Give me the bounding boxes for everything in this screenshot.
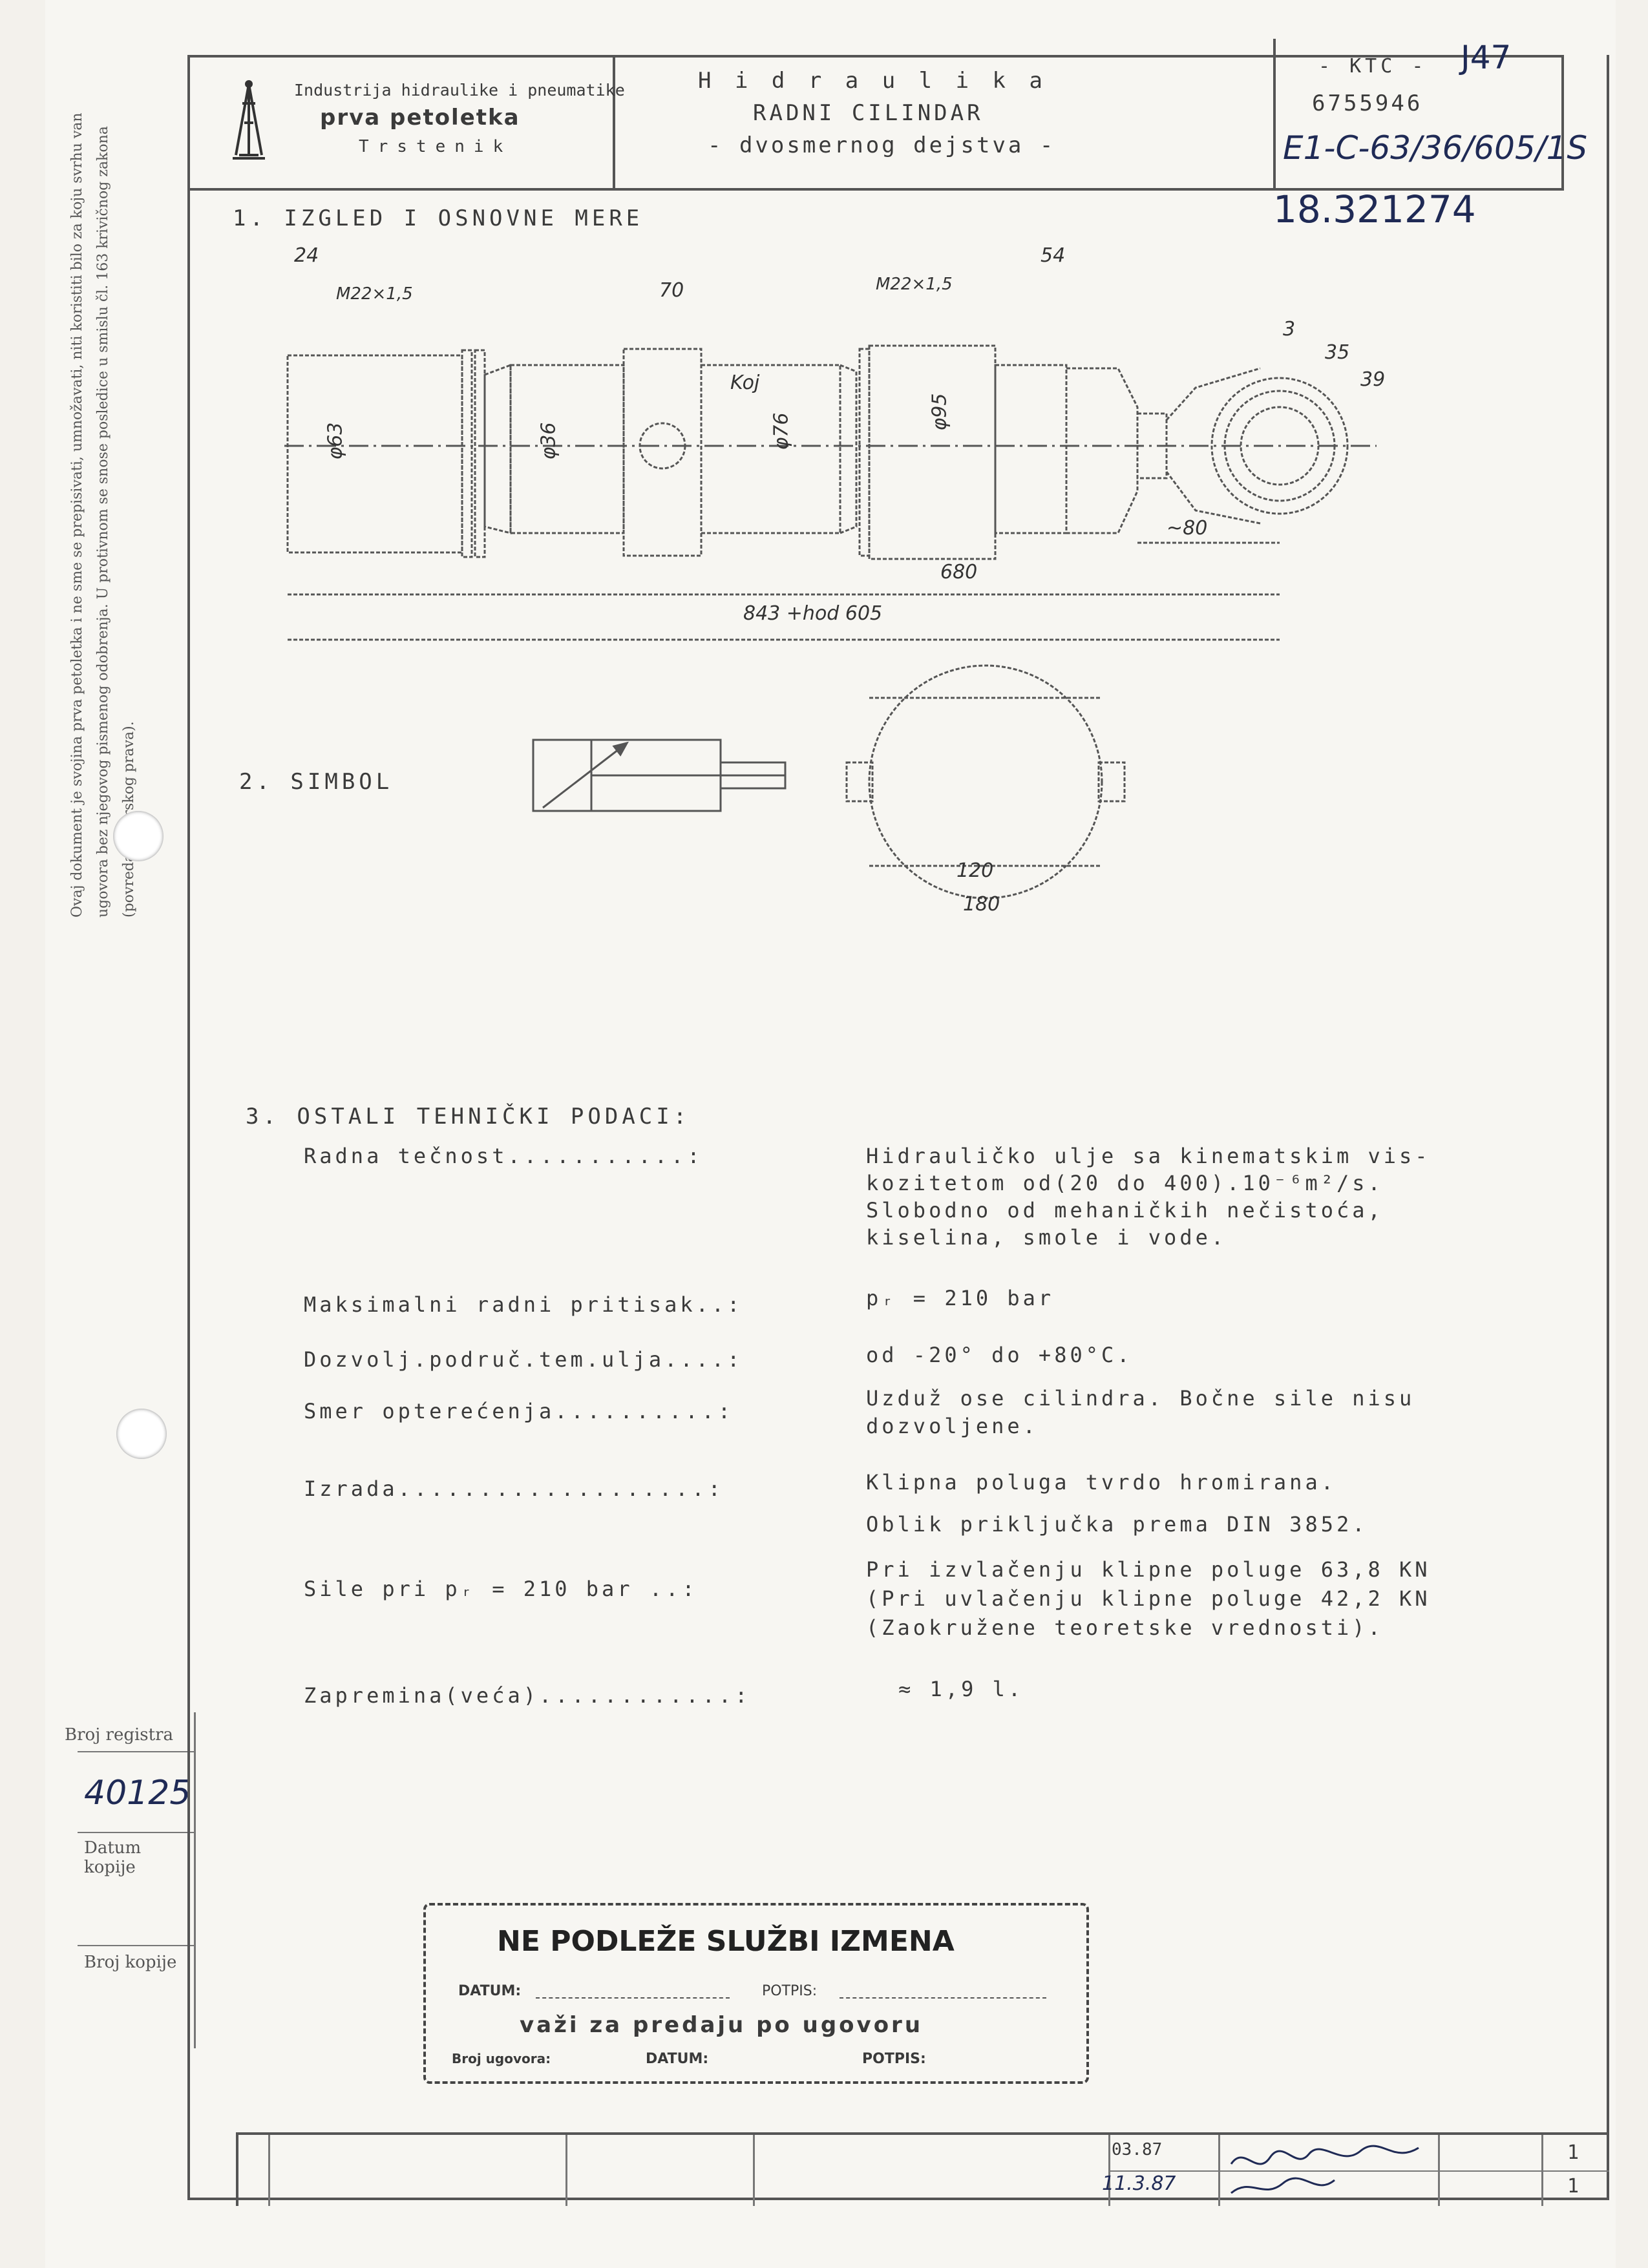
spec-label: Radna tečnost — [304, 1144, 508, 1168]
dim-39: 39 — [1360, 368, 1386, 391]
reference-number: 18.321274 — [1273, 187, 1476, 231]
company-line: Industrija hidraulike i pneumatike — [294, 81, 625, 100]
spec-row: Sile pri pᵣ = 210 bar ..: — [304, 1577, 699, 1601]
spec-value: (Zaokružene teoretske vrednosti). — [866, 1615, 1384, 1640]
sheet-number: 1 — [1567, 2141, 1579, 2164]
cylinder-drawing — [278, 239, 1441, 653]
section-3-title: 3. OSTALI TEHNIČKI PODACI: — [246, 1104, 691, 1129]
spec-value: kozitetom od(20 do 400).10⁻⁶m²/s. — [866, 1171, 1384, 1195]
dim-35: 35 — [1325, 341, 1350, 364]
spec-label: Dozvolj.područ.tem.ulja....: — [304, 1347, 743, 1372]
company-name: prva petoletka — [320, 105, 520, 131]
dim-70: 70 — [659, 279, 684, 302]
dim-120: 120 — [956, 859, 994, 882]
signature-icon — [1225, 2138, 1431, 2203]
spec-dots: ...........: — [507, 1144, 704, 1168]
spec-value: pᵣ = 210 bar — [866, 1286, 1055, 1310]
spec-value: Oblik priključka prema DIN 3852. — [866, 1512, 1368, 1537]
spec-value: (Pri uvlačenju klipne poluge 42,2 KN — [866, 1586, 1431, 1611]
dim-phi36: φ36 — [537, 422, 560, 460]
stamp-title: NE PODLEŽE SLUŽBI IZMENA — [497, 1925, 955, 1958]
dim-3: 3 — [1283, 318, 1296, 341]
spec-label: Maksimalni radni pritisak..: — [304, 1292, 743, 1317]
title-line-3: - dvosmernog dejstva - — [708, 132, 1056, 158]
document-number: 6755946 — [1312, 90, 1423, 116]
title-divider-1 — [613, 55, 615, 191]
spec-value: Klipna poluga tvrdo hromirana. — [866, 1470, 1336, 1495]
dim-thread-left: M22×1,5 — [336, 284, 413, 304]
dim-24: 24 — [294, 244, 319, 267]
code-handwritten: J47 — [1461, 39, 1512, 76]
spec-value: ≈ 1,9 l. — [898, 1677, 1024, 1701]
revision-block — [236, 2132, 1609, 2203]
spec-value: Hidrauličko ulje sa kinematskim vis- — [866, 1144, 1431, 1168]
stamp-contract-number-label: Broj ugovora: — [452, 2051, 551, 2066]
dim-680: 680 — [940, 561, 978, 583]
spec-row: Zapremina(veća)............: — [304, 1683, 752, 1708]
code-label: - KTC - — [1318, 55, 1428, 78]
dim-843: 843 +hod 605 — [743, 602, 883, 625]
revision-date-1: 03.87 — [1112, 2140, 1163, 2159]
spec-value: Pri izvlačenju klipne poluge 63,8 KN — [866, 1557, 1431, 1582]
section-1-title: 1. IZGLED I OSNOVNE MERE — [233, 205, 644, 231]
dim-80: ~80 — [1167, 517, 1208, 540]
stamp-contract-line: važi za predaju po ugovoru — [520, 2012, 924, 2038]
spec-label: Sile pri pᵣ = 210 bar — [304, 1577, 633, 1601]
spec-value: Uzduž ose cilindra. Bočne sile nisu — [866, 1386, 1415, 1411]
dim-kolj: Koj — [730, 372, 760, 394]
title-divider-2 — [1273, 39, 1276, 191]
spec-row — [304, 1144, 704, 1168]
section-2-title: 2. SIMBOL — [239, 769, 394, 795]
spec-row — [304, 1347, 743, 1372]
stamp-date-label: DATUM: — [458, 1983, 522, 1999]
spec-value: kiselina, smole i vode. — [866, 1225, 1227, 1250]
hydraulic-symbol — [530, 724, 801, 827]
spec-label: Zapremina(veća) — [304, 1683, 539, 1708]
company-city: Trstenik — [359, 137, 512, 156]
designation: E1-C-63/36/605/1S — [1283, 129, 1588, 167]
dim-phi63: φ63 — [324, 422, 347, 460]
revision-date-2: 11.3.87 — [1102, 2172, 1176, 2195]
company-logo-icon — [220, 78, 278, 168]
title-line-2: RADNI CILINDAR — [753, 100, 984, 126]
dim-thread-right: M22×1,5 — [876, 275, 953, 294]
change-stamp — [423, 1903, 1089, 2084]
copyright-notice: Ovaj dokument je svojina prva petoletka i ne sme se prepisivati, umnožavati, niti koristiti bilo za koju svrhu van ugovora bez njegovog pismenog odobrenja. U protivnom se snose posledice u smislu čl. 163 krivičnog zakona (povreda prava). — [69, 112, 137, 918]
registry-box — [52, 1712, 196, 2048]
dim-phi95: φ95 — [928, 393, 951, 431]
sheet-total: 1 — [1567, 2175, 1579, 2198]
spec-label: Izrada — [304, 1476, 398, 1501]
stamp-date2-label: DATUM: — [646, 2051, 709, 2067]
punch-hole-top — [113, 811, 164, 861]
dim-phi76: φ76 — [770, 412, 793, 450]
spec-value: Slobodno od mehaničkih nečistoća, — [866, 1198, 1384, 1223]
spec-row: Smer opterećenja..........: — [304, 1399, 735, 1423]
dim-180: 180 — [963, 893, 1000, 916]
registry-label: Broj registra — [65, 1725, 174, 1745]
spec-row — [304, 1292, 743, 1317]
spec-label: Smer opterećenja — [304, 1399, 555, 1423]
stamp-signature-label: POTPIS: — [762, 1983, 818, 1999]
punch-hole-bottom — [116, 1409, 167, 1459]
spec-row: Izrada...................: — [304, 1476, 724, 1501]
copy-date-label: Datum kopije — [84, 1838, 142, 1877]
spec-value: dozvoljene. — [866, 1414, 1039, 1438]
title-line-1: H i d r a u l i k a — [698, 68, 1048, 94]
stamp-signature2-label: POTPIS: — [862, 2051, 926, 2067]
dim-54: 54 — [1041, 244, 1066, 267]
copy-number-label: Broj kopije — [84, 1953, 177, 1972]
registry-number: 40125 — [84, 1774, 191, 1812]
spec-value: od -20° do +80°C. — [866, 1343, 1133, 1367]
